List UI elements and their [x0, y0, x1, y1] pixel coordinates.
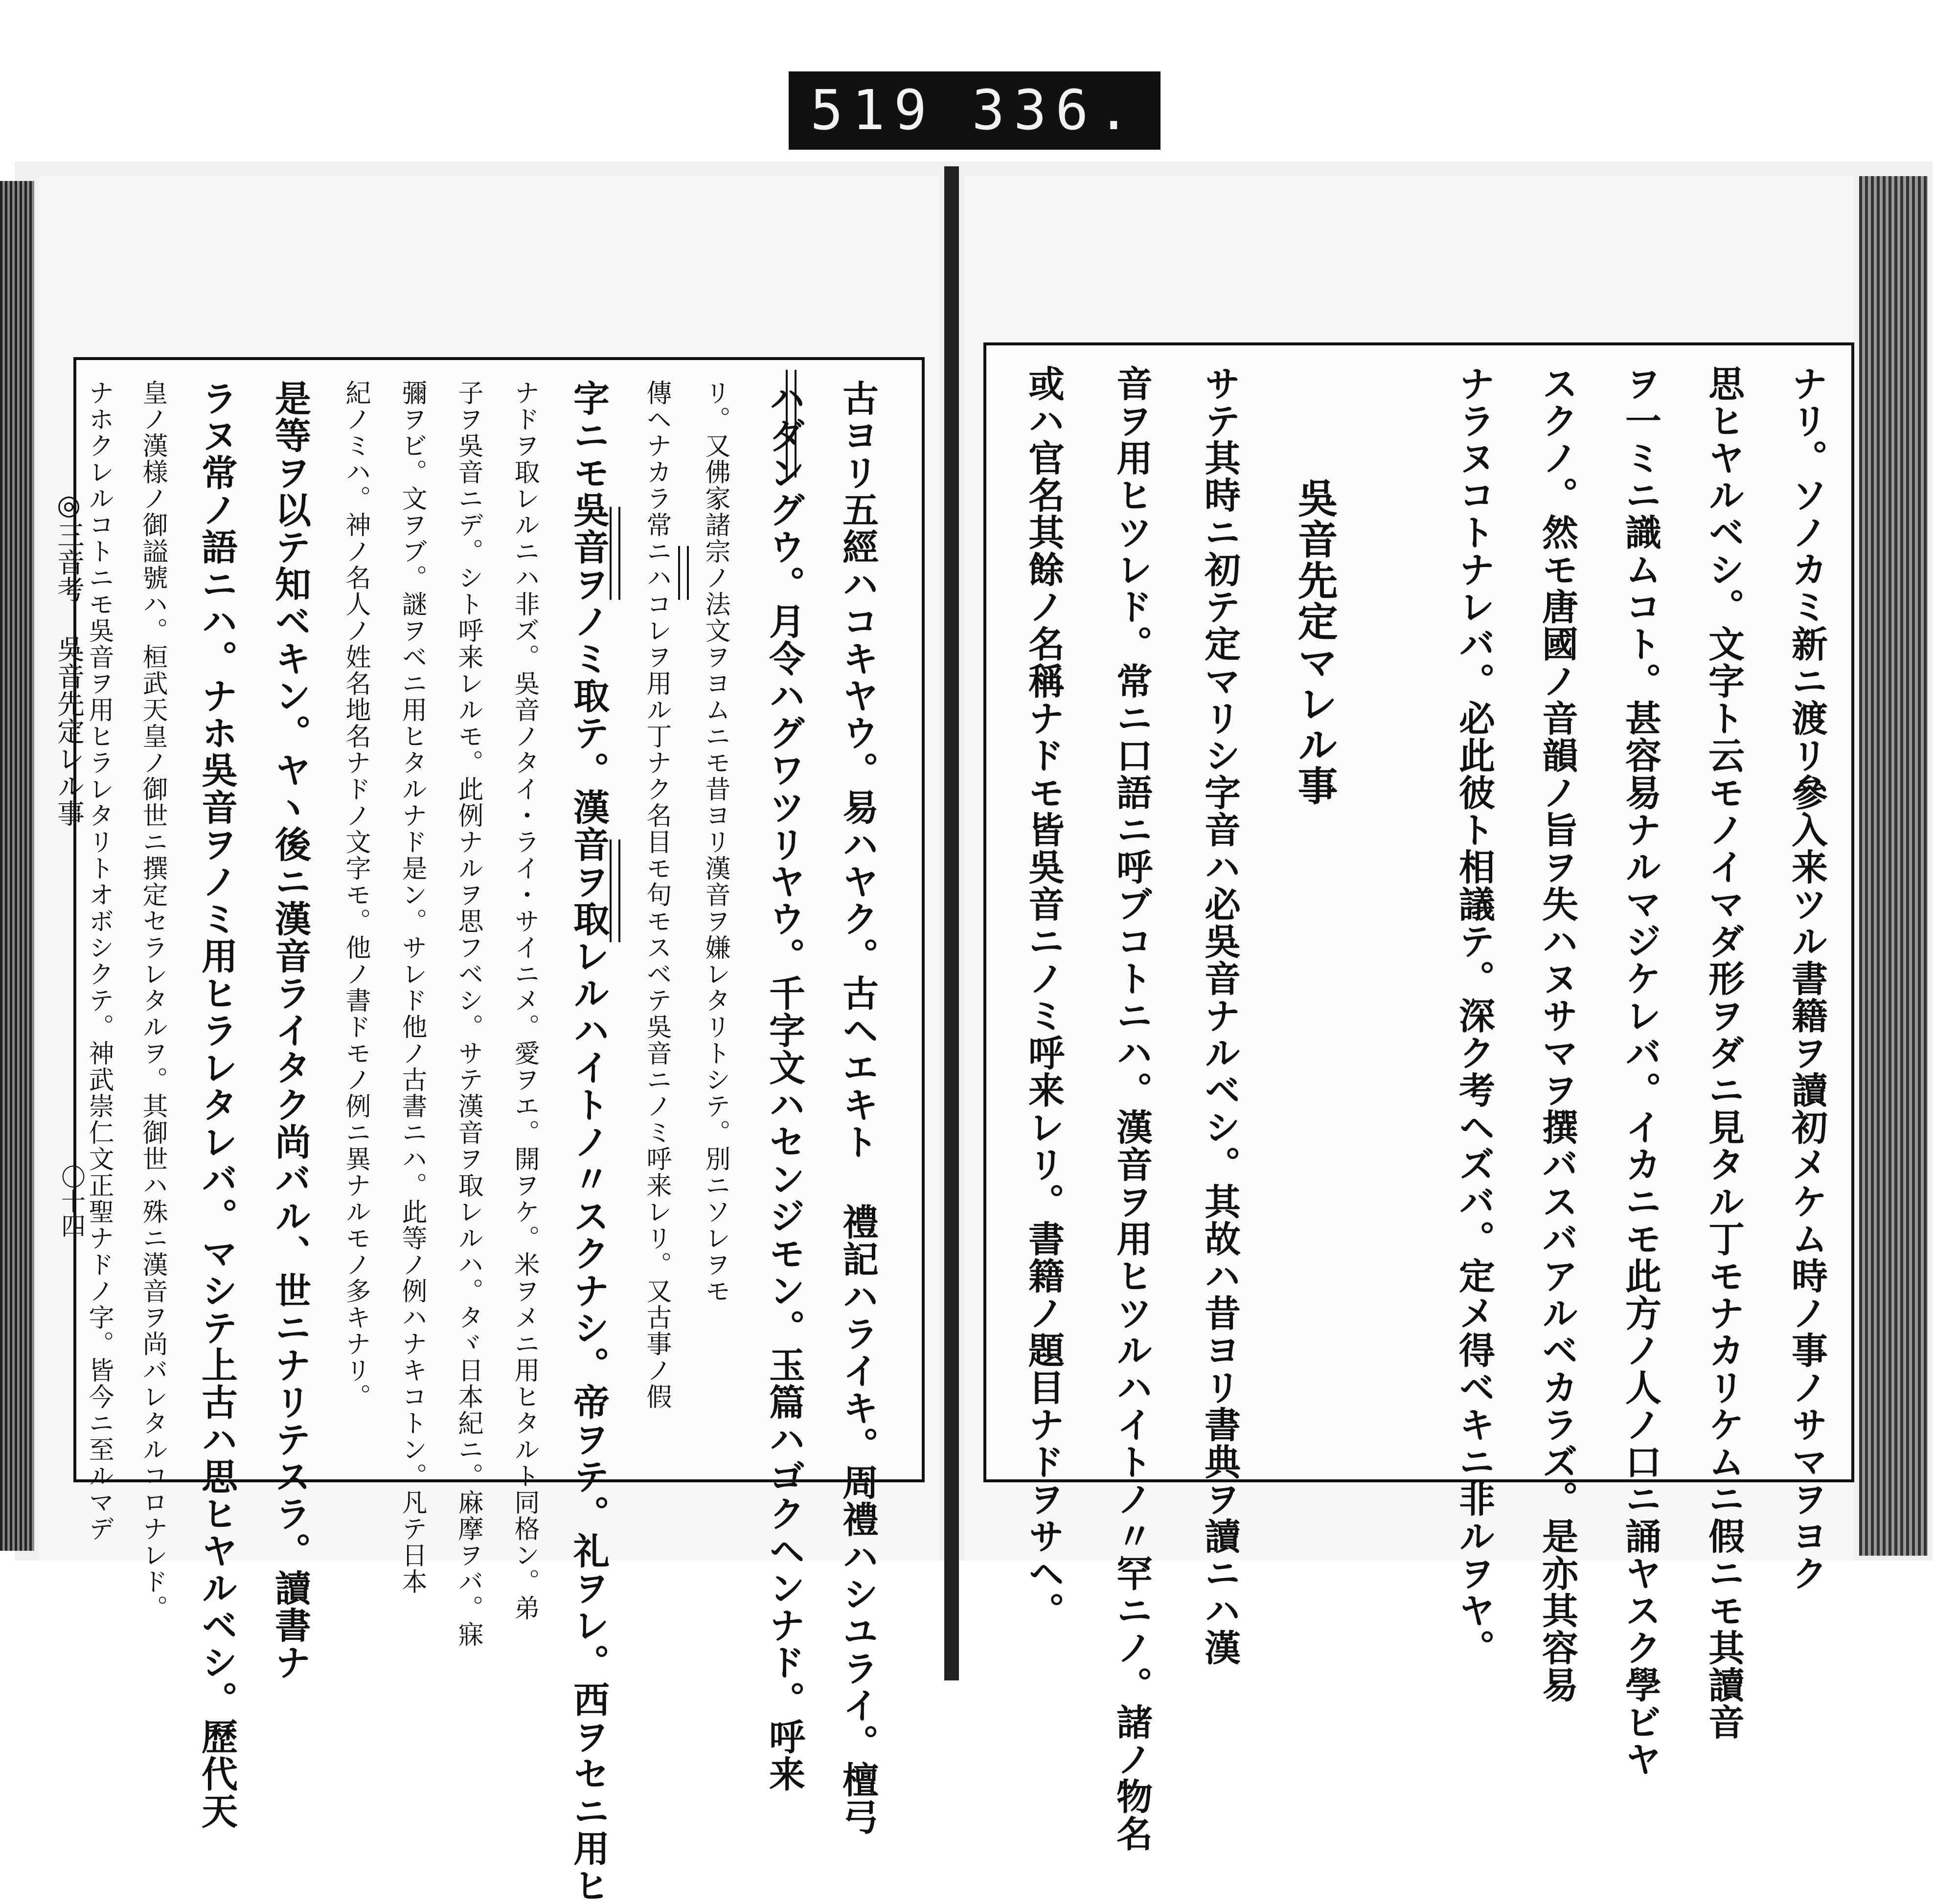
bracket-mark [610, 839, 620, 942]
text-column: ラヌ常ノ語ニハ。ナホ吳音ヲノミ用ヒラレタレバ。マシテ上古ハ思ヒヤルベシ。歷代天 [196, 380, 238, 1830]
text-column: 皇ノ漢様ノ御謚號ハ。桓武天皇ノ御世ニ撰定セラレタルヲ。其御世ハ殊ニ漢音ヲ尚バレタルコロナレド。 [138, 380, 167, 1621]
frame-number-left: 519 [810, 79, 936, 142]
text-column: 思ヒヤルベシ。文字ト云モノイマダ形ヲダニ見タル丁モナカリケムニ假ニモ其讀音 [1703, 365, 1745, 1741]
bracket-mark [678, 546, 689, 600]
text-column: 或ハ官名其餘ノ名稱ナドモ皆吳音ニノミ呼来レリ。書籍ノ題目ナドヲサヘ。 [1023, 365, 1065, 1629]
text-column: 古ヨリ五經ハコキヤウ。易ハヤク。古ヘエキト 禮記ハライキ。周禮ハシユライ。檀弓 [837, 380, 879, 1836]
text-column: ナリ。ソノカミ新ニ渡リ參入来ツル書籍ヲ讀初メケム時ノ事ノサマヲヨク [1786, 365, 1828, 1592]
text-column: ナドヲ取レルニハ非ズ。吳音ノタイ・ライ・サイニメ。愛ヲエ。開ヲケ。米ヲメニ用ヒタルト同格ン。弟 [510, 380, 539, 1621]
text-column: ナラヌコトナレバ。必此彼ト相議テ。深ク考ヘズバ。定メ得ベキニ非ルヲヤ。 [1453, 365, 1495, 1666]
text-column: 紀ノミハ。神ノ名人ノ姓名地名ナドノ文字モ。他ノ書ドモノ例ニ異ナルモノ多キナリ。 [341, 380, 370, 1410]
text-column: スクノ。然モ唐國ノ音韻ノ旨ヲ失ハヌサマヲ撰バスバアルベカラズ。是亦其容易 [1536, 365, 1578, 1703]
text-column: 字ニモ吳音ヲノミ取テ。漢音ヲ取レルハイトノ〃スクナシ。帝ヲテ。礼ヲレ。西ヲセニ用ヒ [568, 380, 610, 1904]
right-page-edges [1859, 176, 1928, 1556]
page-number: 〇十四 [57, 1164, 86, 1238]
bracket-mark [610, 507, 620, 600]
left-page-text-block [73, 357, 925, 1904]
right-page-text-block [983, 342, 1854, 1852]
frame-number-label [789, 71, 1161, 150]
section-heading: 吳音先定マレル事 [1291, 477, 1338, 806]
text-column: 傳ヘナカラ常ニハコレヲ用ル丁ナク名目モ句モスベテ吳音ニノミ呼来レリ。又古事ノ假 [642, 380, 671, 1410]
text-column: リ。又佛家諸宗ノ法文ヲヨムニモ昔ヨリ漢音ヲ嫌レタリトシテ。別ニソレヲモ [701, 380, 730, 1304]
text-column: ヲ一ミニ識ムコト。甚容易ナルマジケレバ。イカニモ此方ノ人ノ口ニ誦ヤスク學ビヤ [1619, 365, 1661, 1778]
text-column: 彌ヲビ。文ヲブ。謎ヲベニ用ヒタルナド是ン。サレド他ノ古書ニハ。此等ノ例ハナキコトン。凡テ日本 [397, 380, 427, 1595]
text-column: ハダングウ。月令ハグワツリヤウ。千字文ハセンジモン。玉篇ハゴクヘンナド。呼来 [763, 380, 805, 1792]
text-column: サテ其時ニ初テ定マリシ字音ハ必吳音ナルベシ。其故ハ昔ヨリ書典ヲ讀ニハ漢 [1199, 365, 1241, 1666]
text-column: ナホクレルコトニモ吳音ヲ用ヒラレタリトオボシクテ。神武崇仁文正聖ナドノ字。皆今ニ至ルマデ [84, 380, 114, 1542]
text-column: 是等ヲ以テ知ベキン。ヤヽ後ニ漢音ライタク尚バル、世ニナリテスラ。讀書ナ [269, 380, 311, 1681]
text-column: 子ヲ吳音ニデ。シト呼来レルモ。此例ナルヲ思フベシ。サテ漢音ヲ取レルハ。タヾ日本紀ニ。麻摩ヲバ。寐 [454, 380, 483, 1648]
book-spine [944, 166, 959, 1680]
text-column: 音ヲ用ヒツレド。常ニ口語ニ呼ブコトニハ。漢音ヲ用ヒツルハイトノ〃罕ニノ。諸ノ物名 [1111, 365, 1153, 1852]
left-page-edges [0, 181, 34, 1551]
frame-number-right: 336. [972, 79, 1139, 142]
running-header: ◎三音考 吳音先定レル事 [53, 489, 85, 827]
bracket-mark [786, 370, 796, 477]
